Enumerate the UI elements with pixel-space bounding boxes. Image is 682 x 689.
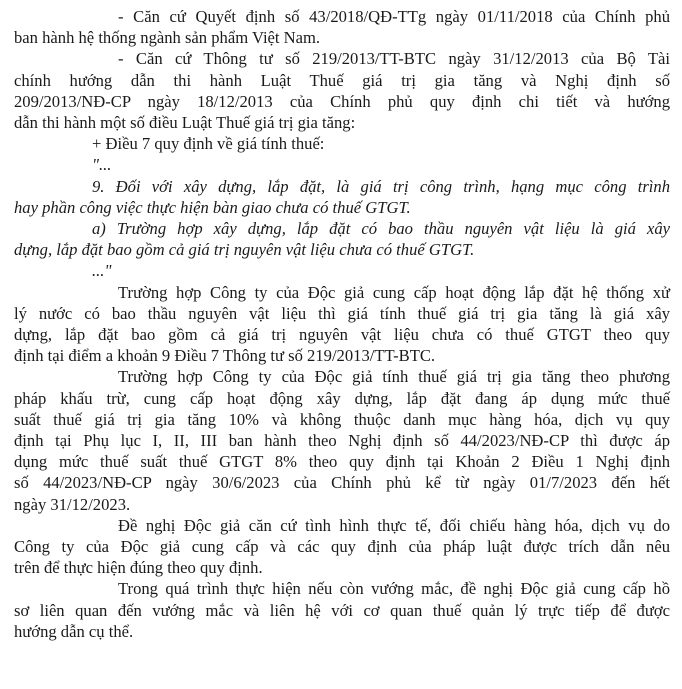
text-line: Đề nghị Độc giả căn cứ tình hình thực tế, đối chiếu hàng hóa, dịch vụ do [118, 515, 670, 535]
text-line: số 44/2023/NĐ-CP ngày 30/6/2023 của Chính phủ kể từ ngày 01/7/2023 đến hết [14, 473, 670, 493]
text-line: chính hướng dẫn thi hành Luật Thuế giá trị gia tăng và Nghị định số [14, 70, 670, 90]
paragraph-legal-basis-circular [14, 48, 670, 133]
text-line: Trong quá trình thực hiện nếu còn vướng mắc, đề nghị Độc giả cung cấp hồ [118, 579, 670, 599]
paragraph-article-7 [92, 133, 670, 154]
text-line: + Điều 7 quy định về giá tính thuế: [92, 134, 325, 154]
text-line: 209/2013/NĐ-CP ngày 18/12/2013 của Chính phủ quy định chi tiết và hướng [14, 91, 670, 111]
paragraph-recommendation [14, 515, 670, 579]
text-line: a) Trường hợp xây dựng, lắp đặt có bao thầu nguyên vật liệu là giá xây [92, 219, 670, 239]
text-line: ban hành hệ thống ngành sản phẩm Việt Nam. [14, 28, 321, 48]
text-line: ..." [92, 261, 112, 281]
text-line: dẫn thi hành một số điều Luật Thuế giá trị gia tăng: [14, 113, 356, 133]
text-line: "... [92, 155, 112, 175]
paragraph-tax-rate [14, 366, 670, 514]
quoted-regulation [14, 154, 670, 281]
text-line: hướng dẫn cụ thể. [14, 621, 134, 641]
text-line: định tại Phụ lục I, II, III ban hành theo Nghị định số 44/2023/NĐ-CP thì được áp [14, 431, 670, 451]
text-line: pháp khấu trừ, cung cấp hoạt động xây dựng, lắp đặt đang áp dụng mức thuế [14, 388, 670, 408]
paragraph-contact [14, 578, 670, 642]
text-line: định tại điểm a khoản 9 Điều 7 Thông tư số 219/2013/TT-BTC. [14, 346, 436, 366]
text-line: 9. Đối với xây dựng, lắp đặt, là giá trị công trình, hạng mục công trình [92, 176, 670, 196]
paragraph-tax-price [14, 282, 670, 367]
text-line: Công ty của Độc giả cung cấp và các quy định của pháp luật được trích dẫn nêu [14, 537, 670, 557]
text-line: dựng, lắp đặt bao gồm cả giá trị nguyên vật liệu chưa có thuế GTGT. [14, 240, 475, 260]
text-line: - Căn cứ Thông tư số 219/2013/TT-BTC ngày 31/12/2013 của Bộ Tài [118, 49, 670, 69]
text-line: Trường hợp Công ty của Độc giả cung cấp hoạt động lắp đặt hệ thống xử [118, 282, 670, 302]
text-line: Trường hợp Công ty của Độc giả tính thuế giá trị gia tăng theo phương [118, 367, 670, 387]
text-line: lý nước có bao thầu nguyên vật liệu thì giá tính thuế giá trị gia tăng là giá xây [14, 303, 670, 323]
text-line: trên để thực hiện đúng theo quy định. [14, 558, 263, 578]
text-line: sơ liên quan đến vướng mắc và liên hệ với cơ quan thuế quản lý trực tiếp để được [14, 600, 670, 620]
text-line: ngày 31/12/2023. [14, 494, 131, 514]
text-line: dụng mức thuế suất thuế GTGT 8% theo quy định tại Khoản 2 Điều 1 Nghị định [14, 452, 670, 472]
text-line: - Căn cứ Quyết định số 43/2018/QĐ-TTg ngày 01/11/2018 của Chính phủ [118, 7, 670, 26]
text-line: suất thuế giá trị gia tăng 10% và không thuộc danh mục hàng hóa, dịch vụ quy [14, 409, 670, 429]
text-line: dựng, lắp đặt bao gồm cả giá trị nguyên vật liệu chưa có thuế GTGT theo quy [14, 325, 670, 345]
text-line: hay phần công việc thực hiện bàn giao chưa có thuế GTGT. [14, 197, 411, 217]
paragraph-legal-basis-decision [14, 6, 670, 48]
